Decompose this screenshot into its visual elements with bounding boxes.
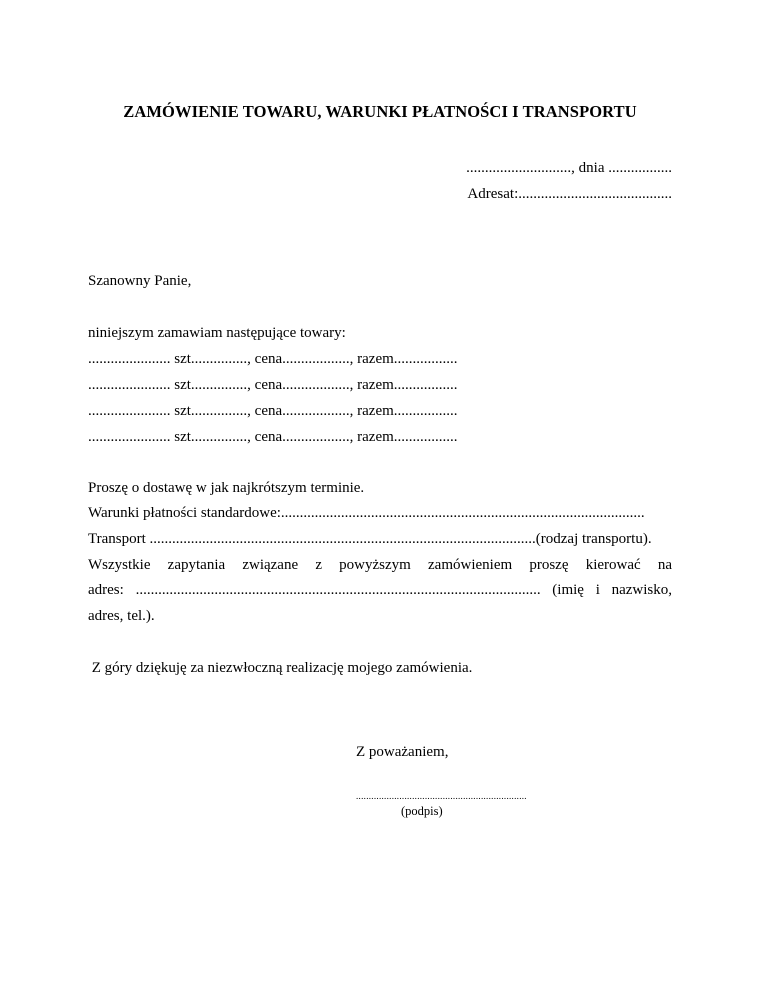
- word: i: [595, 582, 600, 598]
- payment-terms: Warunki płatności standardowe:.................................................................................................: [88, 505, 645, 521]
- order-line-4: ...................... szt..............., cena.................., razem.................: [88, 429, 458, 445]
- closing-phrase: Z poważaniem,: [356, 744, 449, 760]
- addressee-line: Adresat:.........................................: [467, 186, 672, 202]
- order-line-3: ...................... szt..............., cena.................., razem.................: [88, 403, 458, 419]
- inquiries-line-2: [88, 582, 672, 599]
- word: Wszystkie: [88, 557, 151, 573]
- word: zapytania: [167, 557, 226, 573]
- inquiries-line-1: [88, 557, 672, 574]
- word: proszę: [529, 557, 569, 573]
- intro-text: niniejszym zamawiam następujące towary:: [88, 325, 346, 341]
- order-line-1: ...................... szt..............., cena.................., razem.................: [88, 351, 458, 367]
- inquiries-line-3: adres, tel.).: [88, 608, 155, 624]
- word: (imię: [552, 582, 584, 598]
- word: ............................................................................................................: [135, 582, 541, 598]
- word: zamówieniem: [428, 557, 513, 573]
- document-title: ZAMÓWIENIE TOWARU, WARUNKI PŁATNOŚCI I TRANSPORTU: [123, 102, 637, 121]
- signature-dotted-line: ...................................................................: [356, 791, 527, 801]
- word: adres:: [88, 582, 124, 598]
- word: związane: [242, 557, 299, 573]
- transport-line: Transport .......................................................................................................(rodzaj transportu).: [88, 531, 652, 547]
- place-date-line: ............................, dnia .................: [466, 160, 672, 176]
- word: kierować: [585, 557, 641, 573]
- word: nazwisko,: [611, 582, 672, 598]
- word: z: [315, 557, 322, 573]
- delivery-request: Proszę o dostawę w jak najkrótszym terminie.: [88, 480, 365, 496]
- word: powyższym: [339, 557, 411, 573]
- word: na: [657, 557, 673, 573]
- thanks-line: Z góry dziękuję za niezwłoczną realizację mojego zamówienia.: [88, 660, 473, 676]
- salutation: Szanowny Panie,: [88, 273, 192, 289]
- signature-label: (podpis): [401, 804, 443, 818]
- order-line-2: ...................... szt..............., cena.................., razem.................: [88, 377, 458, 393]
